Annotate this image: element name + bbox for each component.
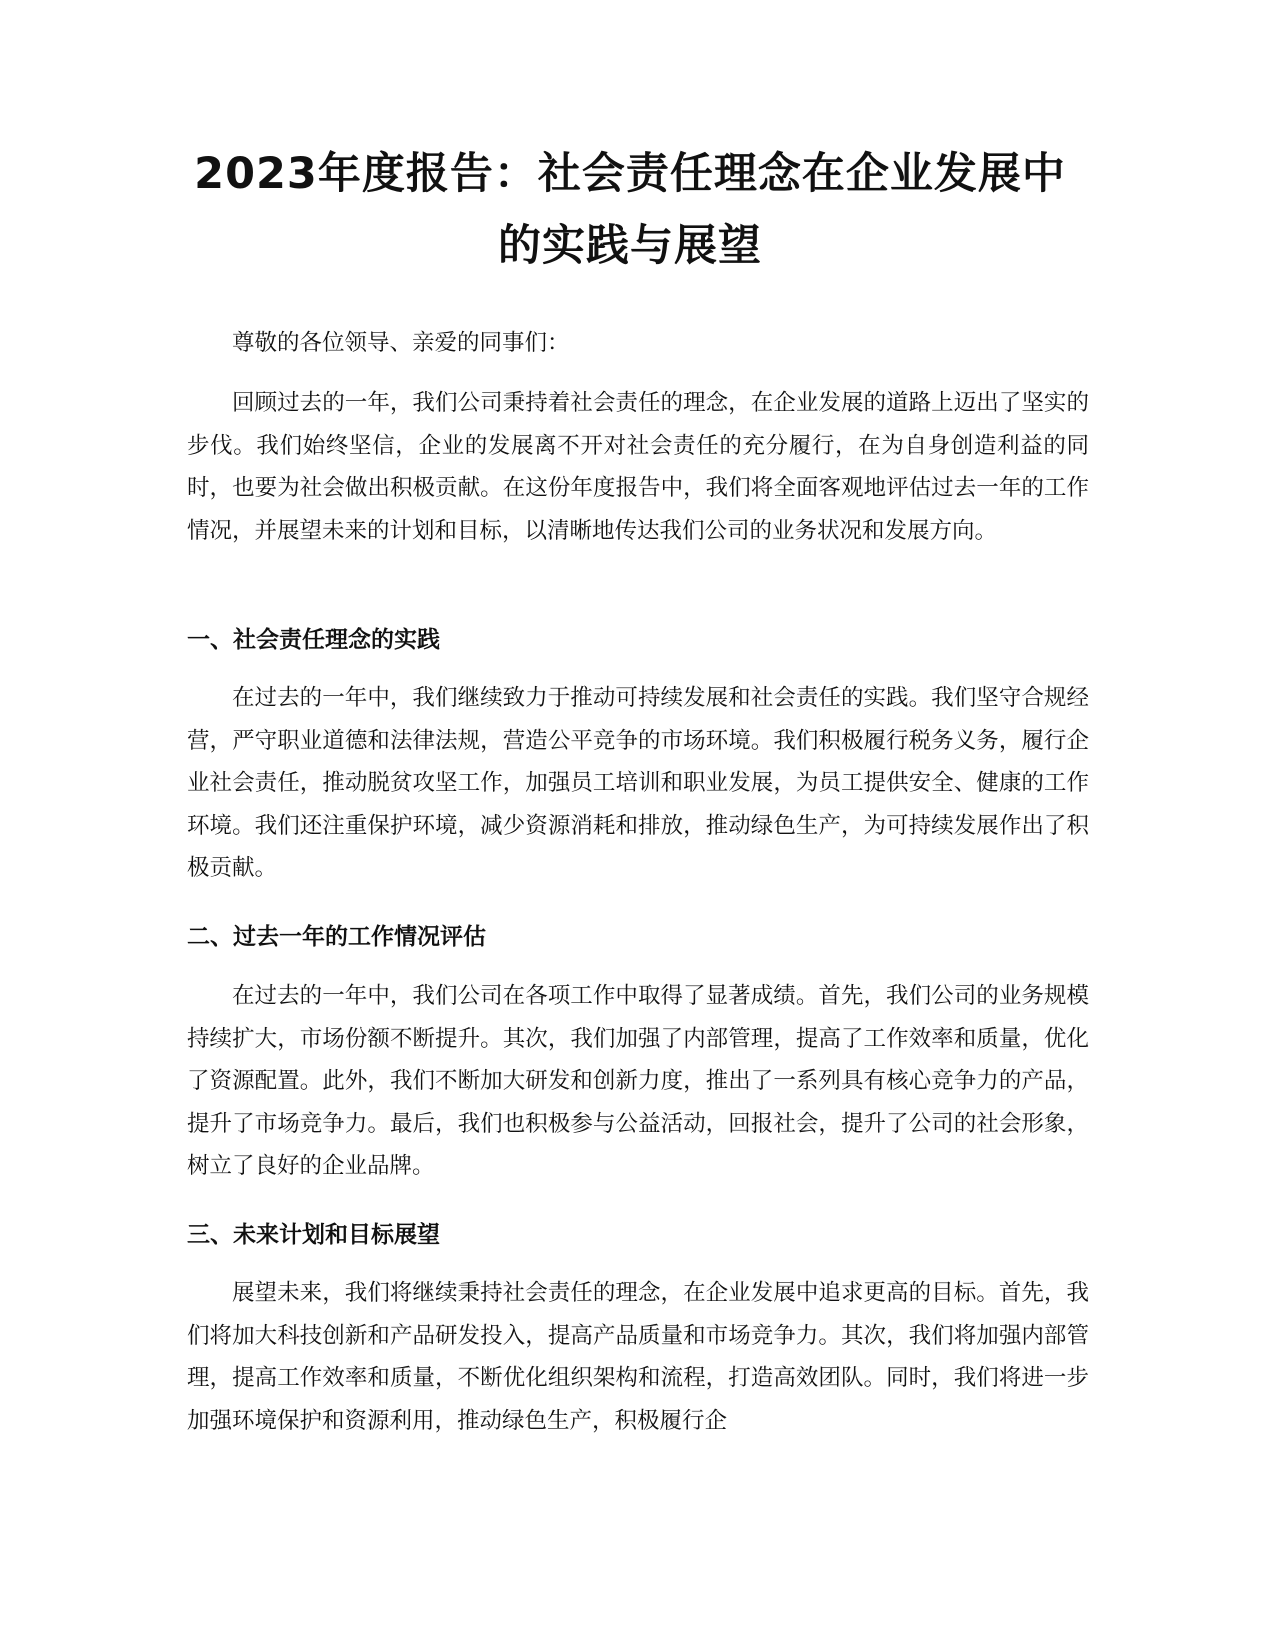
salutation: 尊敬的各位领导、亲爱的同事们： — [232, 330, 570, 356]
section-heading-practice: 一、社会责任理念的实践 — [187, 627, 440, 653]
section-body-practice: 在过去的一年中，我们继续致力于推动可持续发展和社会责任的实践。我们坚守合规经营，严守职业道德和法律法规，营造公平竞争的市场环境。我们积极履行税务义务，履行企业社会责任，推动脱贫攻坚工作，加强员工培训和职业发展，为员工提供安全、健康的工作环境。我们还注重保护环境，减少资源消耗和排放，推动绿色生产，为可持续发展作出了积极贡献。 — [187, 685, 1089, 881]
section-body-evaluation: 在过去的一年中，我们公司在各项工作中取得了显著成绩。首先，我们公司的业务规模持续扩大，市场份额不断提升。其次，我们加强了内部管理，提高了工作效率和质量，优化了资源配置。此外，我们不断加大研发和创新力度，推出了一系列具有核心竞争力的产品，提升了市场竞争力。最后，我们也积极参与公益活动，回报社会，提升了公司的社会形象，树立了良好的企业品牌。 — [187, 983, 1089, 1179]
section-heading-outlook: 三、未来计划和目标展望 — [187, 1222, 440, 1248]
intro-paragraph: 回顾过去的一年，我们公司秉持着社会责任的理念，在企业发展的道路上迈出了坚实的步伐。我们始终坚信，企业的发展离不开对社会责任的充分履行，在为自身创造利益的同时，也要为社会做出积极贡献。在这份年度报告中，我们将全面客观地评估过去一年的工作情况，并展望未来的计划和目标，以清晰地传达我们公司的业务状况和发展方向。 — [187, 390, 1089, 544]
section-body-outlook: 展望未来，我们将继续秉持社会责任的理念，在企业发展中追求更高的目标。首先，我们将加大科技创新和产品研发投入，提高产品质量和市场竞争力。其次，我们将加强内部管理，提高工作效率和质量，不断优化组织架构和流程，打造高效团队。同时，我们将进一步加强环境保护和资源利用，推动绿色生产，积极履行企 — [187, 1280, 1089, 1434]
section-heading-evaluation: 二、过去一年的工作情况评估 — [187, 924, 486, 950]
document-title: 2023年度报告：社会责任理念在企业发展中的实践与展望 — [194, 149, 1066, 271]
